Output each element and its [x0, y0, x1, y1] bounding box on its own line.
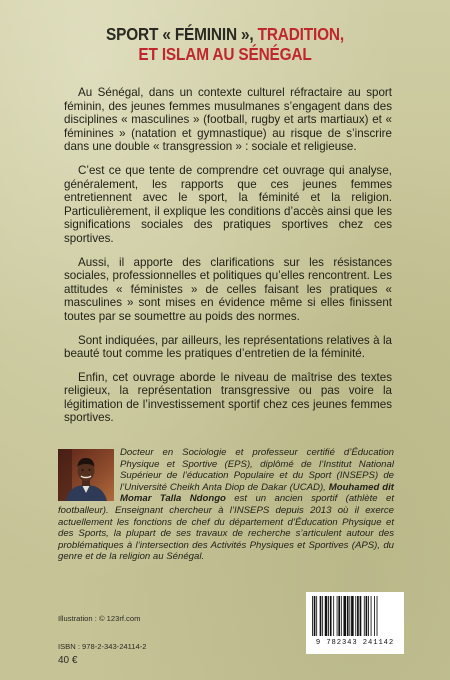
title-part-feminin: SPORT « FÉMININ »,	[106, 24, 254, 44]
blurb-paragraph: Aussi, il apporte des clarifications sur les résistances sociales, professionnelles et politiques qu’elles rencontrent. Les attitudes « féministes » de celles faisant les pratiques « masculines » sont mises en évidence même si elles finissent toutes par se soumettre au poids des normes.	[64, 255, 392, 323]
isbn: ISBN : 978-2-343-24114-2	[58, 642, 147, 651]
blurb-paragraph: Sont indiquées, par ailleurs, les représentations relatives à la beauté tout comme les pratiques d’entretien de la féminité.	[64, 333, 392, 361]
blurb-paragraph: Au Sénégal, dans un contexte culturel réfractaire au sport féminin, des jeunes femmes musulmanes s’engagent dans des disciplines « masculines » (football, rugby et arts martiaux) et « féminines » (natation et gymnastique) au risque de s’inscrire dans une double « transgression » : sociale et religieuse.	[64, 86, 392, 154]
author-bio-rest: est un ancien sportif (athlète et footballeur). Enseignant chercheur à l’INSEPS depuis 2013 où il exerce actuellement les fonctions de chef du département d’Éducation Physique et des Sports, la plupart de ses travaux de recherche s’articulent autour des problématiques à l’intersection des Activités Physiques et Sportives (APS), du genre et de la religion au Sénégal.	[58, 493, 394, 563]
barcode	[306, 592, 404, 654]
blurb-paragraph: Enfin, cet ouvrage aborde le niveau de maîtrise des textes religieux, la représentation transgressive ou pas voire la légitimation de l’investissement sportif chez ces jeunes femmes sportives.	[64, 370, 392, 425]
author-portrait-image	[58, 449, 114, 501]
price: 40 €	[58, 655, 78, 666]
barcode-bars	[310, 596, 400, 638]
illustration-credit: Illustration : © 123rf.com	[58, 614, 141, 623]
title-line-1	[27, 24, 423, 44]
book-title	[27, 24, 423, 64]
title-line-2: ET ISLAM AU SÉNÉGAL	[138, 44, 312, 64]
blurb	[64, 86, 392, 435]
author-name: Mouhamed dit Momar Talla Ndongo	[120, 481, 394, 505]
author-bio-intro: Docteur en Sociologie et professeur certifié d’Éducation Physique et Sportive (EPS), diplômé de l’Institut National Supérieur de l’éducation Populaire et du Sport (INSEPS) de l’Université Cheikh Anta Diop de Dakar (UCAD),	[120, 447, 394, 493]
barcode-number: 9 782343 241142	[315, 639, 395, 647]
title-part-tradition: TRADITION,	[253, 24, 344, 44]
blurb-paragraph: C’est ce que tente de comprendre cet ouvrage qui analyse, généralement, les rapports que ces jeunes femmes entretiennent avec le sport, la féminité et la religion. Particulièrement, il explique les conditions d’accès ainsi que les significations sociales des pratiques sportives chez ces sportives.	[64, 163, 392, 245]
author-photo	[58, 449, 114, 501]
